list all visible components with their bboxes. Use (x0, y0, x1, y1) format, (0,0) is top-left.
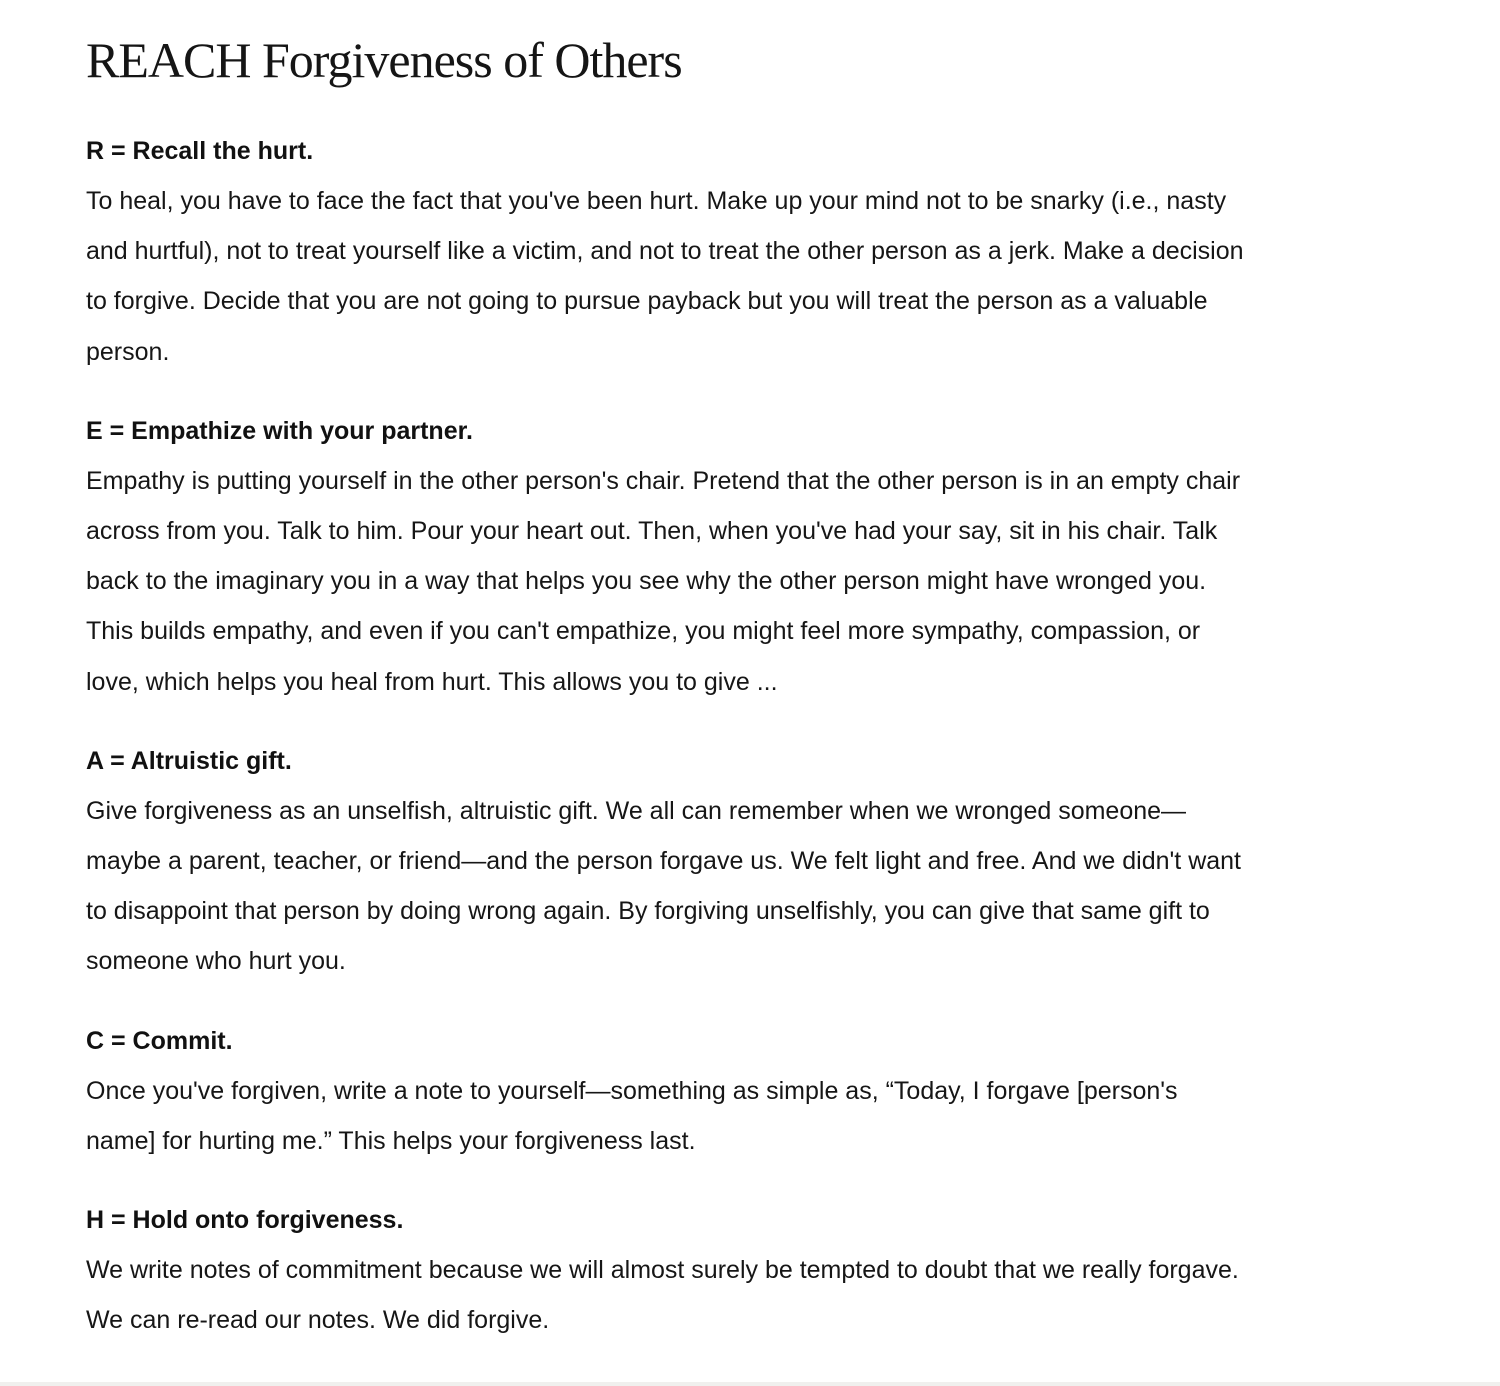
body-text-line: Once you've forgiven, write a note to yourself—something as simple as, “Today, I forgave [person's (86, 1076, 1178, 1105)
body-text-line: Give forgiveness as an unselfish, altruistic gift. We all can remember when we wronged someone— (86, 796, 1187, 825)
section (86, 1016, 1244, 1166)
body-text-line: name] for hurting me.” This helps your forgiveness last. (86, 1126, 696, 1155)
section (86, 126, 1244, 377)
section (86, 736, 1244, 987)
body-text-line: to disappoint that person by doing wrong again. By forgiving unselfishly, you can give that same gift to (86, 897, 1210, 926)
section-heading: H = Hold onto forgiveness. (86, 1206, 404, 1235)
section-heading: E = Empathize with your partner. (86, 416, 473, 445)
body-text-line: and hurtful), not to treat yourself like a victim, and not to treat the other person as a jerk. Make a decision (86, 237, 1244, 266)
body-text-line: across from you. Talk to him. Pour your heart out. Then, when you've had your say, sit in his chair. Talk (86, 517, 1218, 546)
body-text-line: person. (86, 337, 170, 366)
body-text-line: to forgive. Decide that you are not going to pursue payback but you will treat the person as a valuable (86, 287, 1208, 316)
body-text-line: back to the imaginary you in a way that helps you see why the other person might have wronged you. (86, 567, 1207, 596)
body-text-line: To heal, you have to face the fact that you've been hurt. Make up your mind not to be snarky (i.e., nasty (86, 187, 1227, 215)
body-text-line: This builds empathy, and even if you can't empathize, you might feel more sympathy, compassion, or (86, 617, 1201, 646)
section-heading: R = Recall the hurt. (86, 137, 314, 165)
body-text-line: love, which helps you heal from hurt. This allows you to give ... (86, 667, 778, 696)
section (86, 406, 1244, 707)
body-text-line: We write notes of commitment because we will almost surely be tempted to doubt that we really forgave. (86, 1256, 1239, 1285)
section (86, 1195, 1244, 1345)
page-bottom-edge (0, 1382, 1500, 1386)
page-title: REACH Forgiveness of Others (86, 32, 682, 88)
sections (86, 126, 1244, 1374)
section-heading: A = Altruistic gift. (86, 746, 292, 775)
body-text-line: someone who hurt you. (86, 947, 346, 976)
body-text-line: Empathy is putting yourself in the other person's chair. Pretend that the other person is in an empty chair (86, 466, 1241, 495)
body-text-line: maybe a parent, teacher, or friend—and the person forgave us. We felt light and free. And we didn't want (86, 847, 1242, 876)
body-text-line: We can re-read our notes. We did forgive. (86, 1306, 550, 1335)
section-heading: C = Commit. (86, 1026, 233, 1055)
